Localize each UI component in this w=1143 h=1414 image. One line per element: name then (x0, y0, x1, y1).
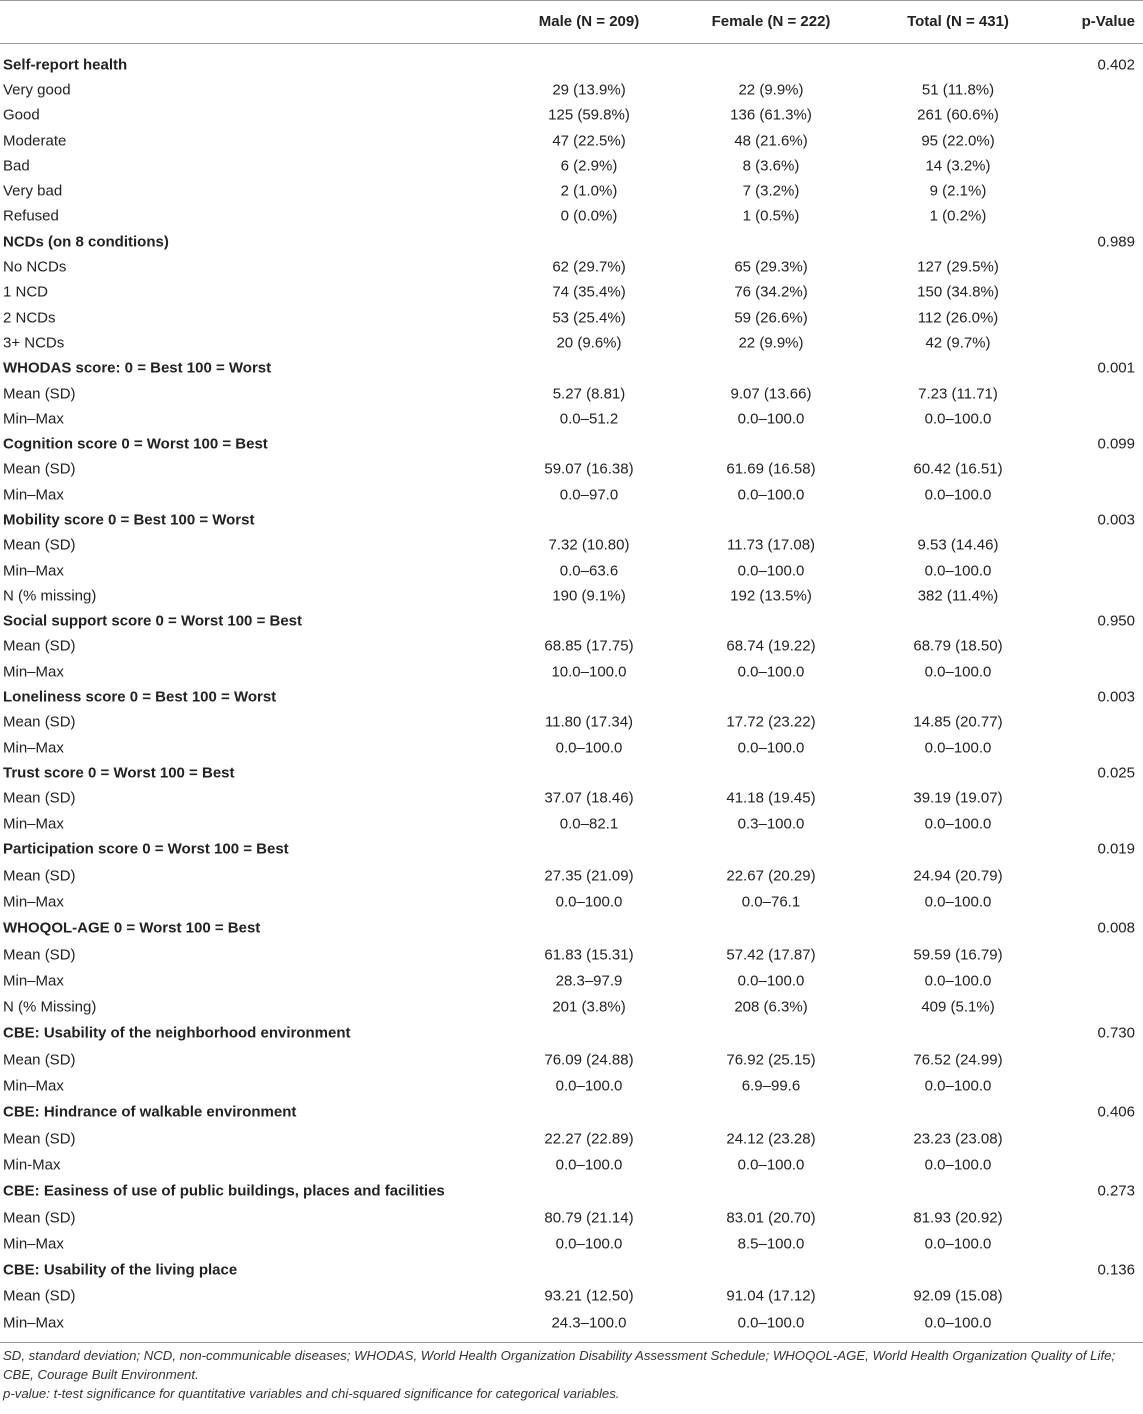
cell-female: 0.0–100.0 (737, 410, 805, 428)
cell-male: 0.0–51.2 (559, 410, 619, 428)
table-row (0, 457, 1143, 482)
table-row (0, 968, 1143, 994)
row-label: Mean (SD) (3, 867, 76, 885)
table-row (0, 583, 1143, 608)
table-row (0, 178, 1143, 203)
table-row (0, 786, 1143, 811)
row-label: Refused (3, 207, 59, 225)
cell-female: 7 (3.2%) (742, 182, 800, 200)
row-label: Self-report health (3, 56, 128, 74)
row-label: Good (3, 106, 40, 124)
cell-pvalue: 0.003 (1097, 511, 1135, 529)
row-label: Min–Max (3, 739, 64, 757)
row-label: No NCDs (3, 258, 67, 276)
table-row (0, 863, 1143, 889)
cell-total: 81.93 (20.92) (913, 1209, 1003, 1226)
row-label: CBE: Easiness of use of public buildings, places and facilities (3, 1182, 445, 1200)
cell-pvalue: 0.099 (1097, 435, 1135, 453)
row-label: N (% Missing) (3, 998, 97, 1016)
table-row (0, 1310, 1143, 1336)
cell-pvalue: 0.136 (1097, 1261, 1135, 1279)
cell-male: 2 (1.0%) (560, 182, 618, 200)
row-label: Mean (SD) (3, 713, 76, 731)
cell-male: 10.0–100.0 (551, 663, 627, 681)
row-label: Min–Max (3, 1314, 64, 1332)
cell-total: 1 (0.2%) (929, 207, 987, 225)
row-label: Mean (SD) (3, 1209, 76, 1226)
cell-pvalue: 0.003 (1097, 688, 1135, 706)
cell-total: 14.85 (20.77) (913, 713, 1003, 731)
cell-total: 23.23 (23.08) (913, 1130, 1003, 1148)
cell-total: 0.0–100.0 (924, 893, 992, 911)
cell-female: 208 (6.3%) (734, 998, 808, 1016)
table-header (0, 1, 1143, 43)
cell-pvalue: 0.025 (1097, 764, 1135, 782)
table-row (0, 941, 1143, 967)
table-row (0, 305, 1143, 330)
row-label: Mean (SD) (3, 1130, 76, 1148)
table-row (0, 77, 1143, 102)
cell-total: 0.0–100.0 (924, 486, 992, 504)
cell-male: 125 (59.8%) (548, 106, 630, 124)
row-label: Moderate (3, 132, 67, 150)
cell-female: 0.0–100.0 (737, 972, 805, 990)
cell-pvalue: 0.730 (1097, 1024, 1135, 1042)
section-row (0, 229, 1143, 254)
row-label: Mean (SD) (3, 946, 76, 964)
table-row (0, 634, 1143, 659)
cell-total: 150 (34.8%) (917, 283, 999, 301)
cell-female: 76.92 (25.15) (726, 1051, 816, 1069)
cell-female: 0.0–100.0 (737, 739, 805, 757)
cell-total: 9 (2.1%) (929, 182, 987, 200)
cell-female: 8.5–100.0 (737, 1235, 805, 1253)
cell-female: 76 (34.2%) (734, 283, 808, 301)
section-row (0, 1178, 1143, 1204)
section-row (0, 507, 1143, 532)
section-row (0, 836, 1143, 862)
table-row (0, 204, 1143, 229)
cell-male: 5.27 (8.81) (552, 385, 626, 402)
row-label: WHODAS score: 0 = Best 100 = Worst (3, 359, 272, 377)
table-row (0, 1283, 1143, 1309)
cell-total: 39.19 (19.07) (913, 789, 1003, 807)
row-label: Social support score 0 = Worst 100 = Best (3, 612, 303, 630)
section-row (0, 1099, 1143, 1125)
cell-total: 59.59 (16.79) (913, 946, 1003, 964)
cell-total: 42 (9.7%) (925, 334, 991, 352)
table-row (0, 406, 1143, 431)
row-label: WHOQOL-AGE 0 = Worst 100 = Best (3, 919, 261, 937)
cell-total: 60.42 (16.51) (913, 460, 1003, 478)
row-label: Min–Max (3, 562, 64, 580)
row-label: CBE: Usability of the living place (3, 1261, 238, 1279)
cell-pvalue: 0.402 (1097, 56, 1135, 74)
table-row (0, 659, 1143, 684)
cell-total: 9.53 (14.46) (917, 536, 999, 554)
cell-male: 80.79 (21.14) (544, 1209, 634, 1226)
row-label: Min–Max (3, 815, 64, 833)
cell-pvalue: 0.001 (1097, 359, 1135, 377)
cell-male: 0.0–97.0 (559, 486, 619, 504)
cell-female: 0.0–100.0 (737, 663, 805, 681)
cell-male: 37.07 (18.46) (544, 789, 634, 807)
cell-male: 0.0–100.0 (555, 893, 623, 911)
table-row (0, 994, 1143, 1020)
cell-female: 22.67 (20.29) (726, 867, 816, 885)
cell-female: 57.42 (17.87) (726, 946, 816, 964)
table-row (0, 1231, 1143, 1257)
cell-total: 0.0–100.0 (924, 972, 992, 990)
cell-male: 201 (3.8%) (552, 998, 626, 1016)
cell-male: 61.83 (15.31) (544, 946, 634, 964)
table-row (0, 735, 1143, 760)
cell-male: 0.0–100.0 (555, 1235, 623, 1253)
row-label: Mean (SD) (3, 1051, 76, 1069)
cell-total: 0.0–100.0 (924, 1314, 992, 1332)
row-label: Very bad (3, 182, 63, 200)
cell-female: 0.0–100.0 (737, 1314, 805, 1332)
cell-male: 0.0–100.0 (555, 1156, 623, 1174)
row-label: Cognition score 0 = Worst 100 = Best (3, 435, 268, 453)
cell-female: 91.04 (17.12) (726, 1287, 816, 1305)
cell-female: 65 (29.3%) (734, 258, 808, 276)
header-total: Total (N = 431) (907, 13, 1009, 30)
cell-pvalue: 0.950 (1097, 612, 1135, 630)
cell-female: 0.0–100.0 (737, 1156, 805, 1174)
footnotes (0, 1346, 1143, 1403)
table-row (0, 710, 1143, 735)
table-row (0, 1073, 1143, 1099)
row-label: Mobility score 0 = Best 100 = Worst (3, 511, 255, 529)
cell-female: 11.73 (17.08) (726, 536, 816, 554)
cell-pvalue: 0.406 (1097, 1103, 1135, 1121)
cell-female: 68.74 (19.22) (726, 637, 816, 655)
row-label: Loneliness score 0 = Best 100 = Worst (3, 688, 277, 706)
cell-total: 95 (22.0%) (921, 132, 995, 150)
row-label: Mean (SD) (3, 460, 76, 478)
cell-total: 382 (11.4%) (917, 587, 999, 605)
row-label: Mean (SD) (3, 637, 76, 655)
cell-total: 68.79 (18.50) (913, 637, 1003, 655)
section-row (0, 1257, 1143, 1283)
cell-male: 0.0–100.0 (555, 1077, 623, 1095)
cell-total: 409 (5.1%) (921, 998, 995, 1016)
row-label: Mean (SD) (3, 1287, 76, 1305)
cell-male: 59.07 (16.38) (544, 460, 634, 478)
cell-female: 59 (26.6%) (734, 309, 808, 327)
section-row (0, 52, 1143, 77)
row-label: 2 NCDs (3, 309, 56, 327)
cell-female: 41.18 (19.45) (726, 789, 816, 807)
header-pvalue: p-Value (1081, 13, 1135, 30)
cell-female: 1 (0.5%) (742, 207, 800, 225)
cell-total: 112 (26.0%) (917, 309, 999, 327)
table-row (0, 1125, 1143, 1151)
cell-female: 48 (21.6%) (734, 132, 808, 150)
cell-male: 24.3–100.0 (551, 1314, 627, 1332)
cell-total: 0.0–100.0 (924, 1156, 992, 1174)
row-label: Min–Max (3, 972, 64, 990)
cell-pvalue: 0.989 (1097, 233, 1135, 251)
cell-male: 68.85 (17.75) (544, 637, 634, 655)
cell-male: 74 (35.4%) (552, 283, 626, 301)
table-row (0, 1204, 1143, 1230)
cell-male: 22.27 (22.89) (544, 1130, 634, 1148)
cell-total: 0.0–100.0 (924, 1235, 992, 1253)
table-row (0, 128, 1143, 153)
cell-total: 76.52 (24.99) (913, 1051, 1003, 1069)
cell-male: 11.80 (17.34) (544, 713, 634, 731)
cell-female: 0.0–100.0 (737, 486, 805, 504)
section-row (0, 1020, 1143, 1046)
section-row (0, 356, 1143, 381)
cell-female: 22 (9.9%) (738, 81, 804, 99)
cell-female: 9.07 (13.66) (730, 385, 812, 402)
cell-total: 0.0–100.0 (924, 739, 992, 757)
row-label: Min–Max (3, 663, 64, 681)
section-row (0, 609, 1143, 634)
section-row (0, 915, 1143, 941)
table-row (0, 280, 1143, 305)
row-label: Min–Max (3, 486, 64, 504)
cell-male: 7.32 (10.80) (548, 536, 630, 554)
row-label: Very good (3, 81, 71, 99)
cell-total: 7.23 (11.71) (918, 385, 998, 402)
cell-male: 0 (0.0%) (560, 207, 618, 225)
cell-male: 28.3–97.9 (555, 972, 623, 990)
cell-female: 8 (3.6%) (742, 157, 800, 175)
row-label: Mean (SD) (3, 789, 76, 807)
row-label: Trust score 0 = Worst 100 = Best (3, 764, 235, 782)
cell-total: 261 (60.6%) (917, 106, 999, 124)
cell-female: 17.72 (23.22) (726, 713, 816, 731)
table-row (0, 558, 1143, 583)
footnote-abbreviations: SD, standard deviation; NCD, non-communicable diseases; WHODAS, World Health Organization Disability Assessment Schedule; WHOQOL-AGE, World Health Organization Quality of Life; CBE, Courage Built Environment. (3, 1348, 1116, 1382)
cell-male: 27.35 (21.09) (544, 867, 634, 885)
row-label: Min–Max (3, 1235, 64, 1253)
cell-male: 0.0–63.6 (559, 562, 619, 580)
row-label: 1 NCD (3, 283, 49, 301)
cell-female: 192 (13.5%) (730, 587, 812, 605)
cell-male: 0.0–82.1 (559, 815, 619, 833)
bottom-rule (0, 1342, 1143, 1343)
cell-total: 0.0–100.0 (924, 562, 992, 580)
cell-male: 76.09 (24.88) (544, 1051, 634, 1069)
cell-male: 93.21 (12.50) (544, 1287, 634, 1305)
table-row (0, 482, 1143, 507)
cell-total: 127 (29.5%) (917, 258, 999, 276)
table-row (0, 889, 1143, 915)
cell-total: 14 (3.2%) (925, 157, 991, 175)
row-label: Bad (3, 157, 30, 175)
cell-female: 24.12 (23.28) (726, 1130, 816, 1148)
table-row (0, 254, 1143, 279)
table-row (0, 1152, 1143, 1178)
cell-female: 136 (61.3%) (730, 106, 812, 124)
row-label: CBE: Usability of the neighborhood environment (3, 1024, 351, 1042)
cell-female: 22 (9.9%) (738, 334, 804, 352)
cell-total: 24.94 (20.79) (913, 867, 1003, 885)
table-body (0, 44, 1143, 1336)
row-label: NCDs (on 8 conditions) (3, 233, 169, 251)
cell-total: 0.0–100.0 (924, 663, 992, 681)
section-row (0, 684, 1143, 709)
table-row (0, 103, 1143, 128)
row-label: Min–Max (3, 893, 64, 911)
cell-male: 62 (29.7%) (552, 258, 626, 276)
cell-total: 92.09 (15.08) (913, 1287, 1003, 1305)
row-label: Min–Max (3, 410, 64, 428)
cell-female: 61.69 (16.58) (726, 460, 816, 478)
cell-total: 0.0–100.0 (924, 1077, 992, 1095)
row-label: CBE: Hindrance of walkable environment (3, 1103, 297, 1121)
table-row (0, 330, 1143, 355)
header-male: Male (N = 209) (538, 13, 640, 30)
section-row (0, 431, 1143, 456)
table-row (0, 381, 1143, 406)
cell-female: 83.01 (20.70) (726, 1209, 816, 1226)
row-label: Mean (SD) (3, 385, 76, 402)
cell-pvalue: 0.019 (1097, 840, 1135, 858)
footnote-pvalue: p-value: t-test significance for quantitative variables and chi-squared significance for categorical variables. (3, 1386, 620, 1401)
row-label: Participation score 0 = Worst 100 = Best (3, 840, 289, 858)
table-row (0, 153, 1143, 178)
cell-total: 0.0–100.0 (924, 815, 992, 833)
cell-male: 20 (9.6%) (556, 334, 622, 352)
table-row (0, 533, 1143, 558)
table-row (0, 1047, 1143, 1073)
cell-male: 190 (9.1%) (552, 587, 626, 605)
cell-pvalue: 0.008 (1097, 919, 1135, 937)
cell-total: 0.0–100.0 (924, 410, 992, 428)
table-row (0, 811, 1143, 836)
row-label: Mean (SD) (3, 536, 76, 554)
row-label: Min–Max (3, 1077, 64, 1095)
row-label: N (% missing) (3, 587, 97, 605)
row-label: Min-Max (3, 1156, 61, 1174)
cell-female: 0.0–76.1 (741, 893, 801, 911)
header-female: Female (N = 222) (711, 13, 831, 30)
cell-pvalue: 0.273 (1097, 1182, 1135, 1200)
cell-male: 6 (2.9%) (560, 157, 618, 175)
cell-total: 51 (11.8%) (921, 81, 995, 99)
cell-male: 47 (22.5%) (552, 132, 626, 150)
cell-male: 29 (13.9%) (552, 81, 626, 99)
section-row (0, 760, 1143, 785)
cell-female: 0.0–100.0 (737, 562, 805, 580)
cell-male: 53 (25.4%) (552, 309, 626, 327)
cell-male: 0.0–100.0 (555, 739, 623, 757)
cell-female: 6.9–99.6 (741, 1077, 801, 1095)
cell-female: 0.3–100.0 (737, 815, 805, 833)
row-label: 3+ NCDs (3, 334, 65, 352)
